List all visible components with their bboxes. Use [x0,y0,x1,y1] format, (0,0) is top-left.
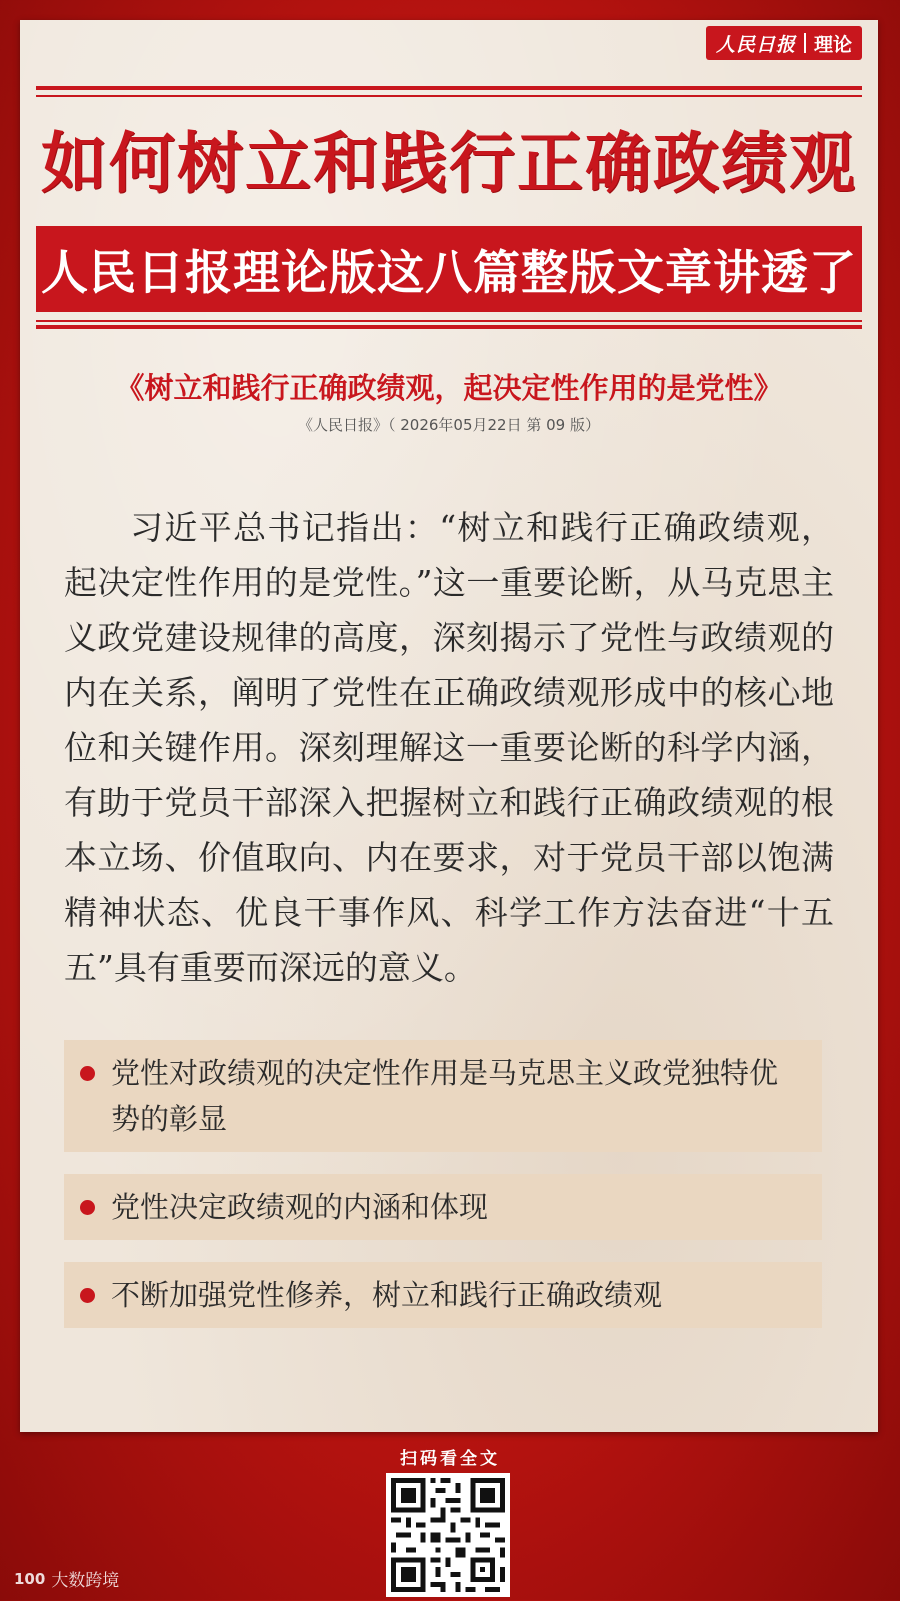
bottom-rule-thick [36,325,862,329]
red-dot-icon [80,1288,95,1303]
red-dot-icon [80,1200,95,1215]
watermark-logo-icon: 100 [14,1569,46,1588]
top-rule-thin [36,95,862,97]
brand-logo: 人民日报 [715,33,796,56]
brand-badge [706,26,862,60]
key-point-item [64,1262,822,1328]
key-point-text: 不断加强党性修养，树立和践行正确政绩观 [111,1278,663,1312]
watermark [14,1566,119,1591]
brand-separator [804,33,806,53]
subtitle-text: 人民日报理论版这八篇整版文章讲透了 [41,245,857,301]
top-rule-thick [36,86,862,90]
subtitle-banner [36,226,862,312]
page-title: 如何树立和践行正确政绩观 [41,124,857,202]
article-source: 《人民日报》（ 2026年05月22日 第 09 版） [297,416,600,434]
article-title: 《树立和践行正确政绩观，起决定性作用的是党性》 [115,371,783,405]
qr-code-icon[interactable] [386,1473,510,1597]
qr-code-graphic [386,1473,510,1597]
article-body: 习近平总书记指出：“树立和践行正确政绩观，起决定性作用的是党性。”这一重要论断，从马克思主义政党建设规律的高度，深刻揭示了党性与政绩观的内在关系，阐明了党性在正确政绩观形成中的核心地位和关键作用。深刻理解这一重要论断的科学内涵，有助于党员干部深入把握树立和践行正确政绩观的根本立场、价值取向、内在要求，对于党员干部以饱满精神状态、优良干事作风、科学工作方法奋进“十五五”具有重要而深远的意义。 [64,508,834,987]
key-point-text: 党性决定政绩观的内涵和体现 [111,1190,489,1224]
red-dot-icon [80,1066,95,1081]
key-points-list [64,1040,822,1350]
brand-section: 理论 [813,33,852,56]
key-point-item [64,1174,822,1240]
key-point-text: 党性对政绩观的决定性作用是马克思主义政党独特优势的彰显 [111,1056,779,1136]
watermark-text: 大数跨境 [51,1571,120,1591]
bottom-rule-thin [36,320,862,322]
scan-label: 扫码看全文 [400,1449,500,1469]
key-point-item [64,1040,822,1152]
